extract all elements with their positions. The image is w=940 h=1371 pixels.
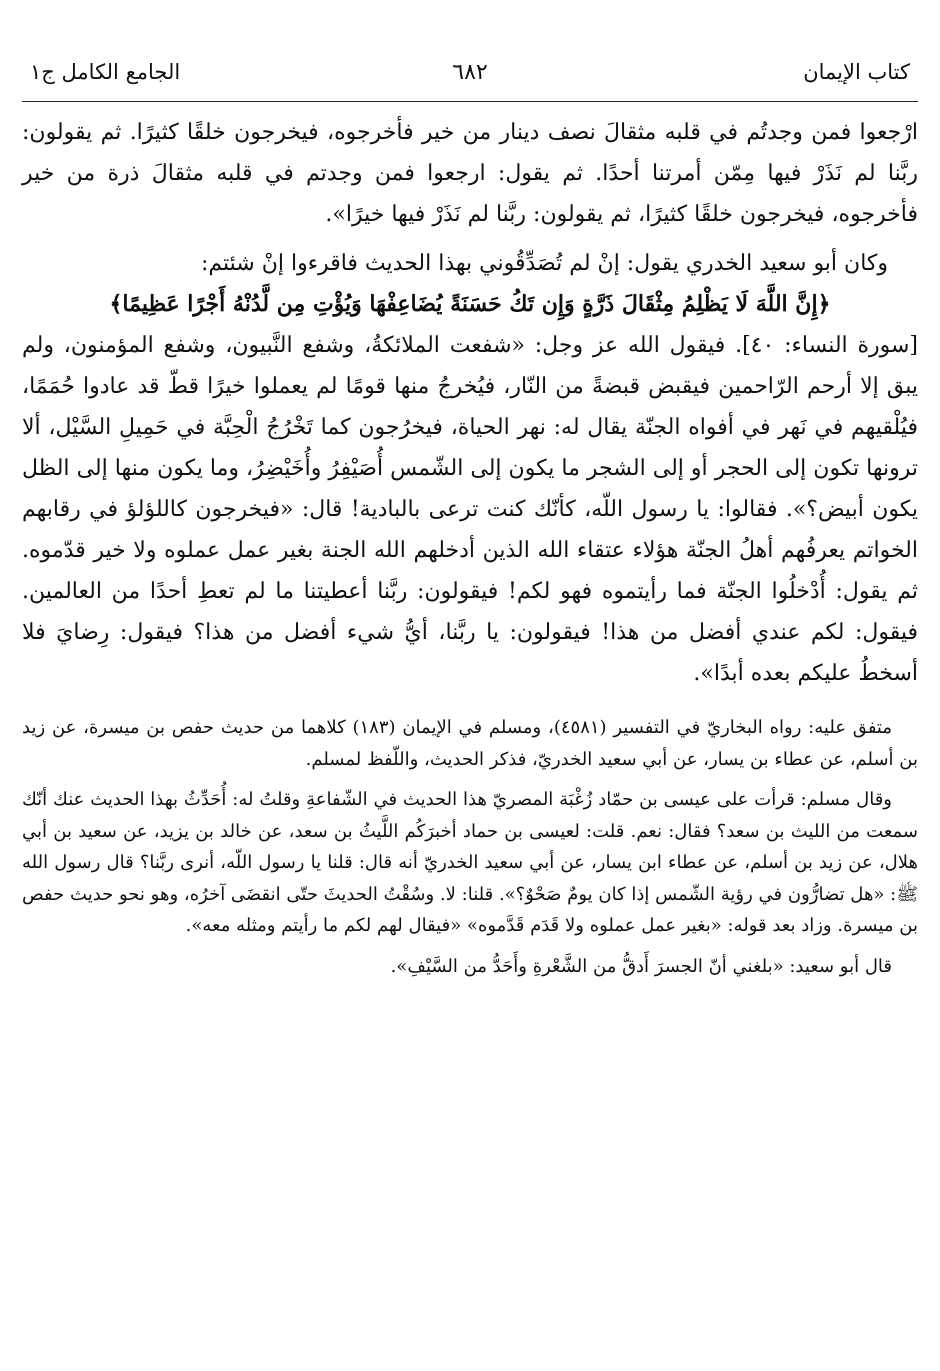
header-rule (22, 101, 918, 102)
paragraph-2-intro: وكان أبو سعيد الخدري يقول: إنْ لم تُصَدِّقُوني بهذا الحديث فاقرءوا إنْ شئتم: (200, 251, 888, 276)
note-3: قال أبو سعيد: «بلغني أنّ الجسرَ أَدقُّ من الشَّعْرةِ وأَحَدُّ من السَّيْفِ». (390, 955, 892, 977)
footnotes (22, 712, 918, 982)
running-header (22, 52, 918, 102)
page-number: ٦٨٢ (452, 60, 488, 85)
paragraph-2-rest: [سورة النساء: ٤٠]. فيقول الله عز وجل: «شفعت الملائكةُ، وشفع النَّبيون، وشفع المؤمنون، ولم يبق إلا أرحم الرّاحمين فيقبض قبضةً من النّار، فيُخرجُ منها قومًا لم يعملوا خيرًا قطّ قد عادوا حُمَمًا، فيُلْقيهم في نَهر في أفواه الجنّة يقال له: نهر الحياة، فيخرُجون كما تَخْرُجُ الْحِبَّة في حَمِيلِ السَّيْل، ألا ترونها تكون إلى الحجر أو إلى الشجر ما يكون إلى الشّمس أُصَيْفِرُ وأُخَيْضِرُ، وما يكون منها إلى الظل يكون أبيض؟». فقالوا: يا رسول اللّه، كأنّك كنت ترعى بالبادية! قال: «فيخرجون كاللؤلؤ في رقابهم الخواتم يعرفُهم أهلُ الجنّة هؤلاء عتقاء الله الذين أدخلهم الله الجنة بغير عمل عملوه ولا خير قدّموه. ثم يقول: أُدْخلُوا الجنّة فما رأيتموه فهو لكم! فيقولون: ربَّنا أعطيتنا ما لم تعطِ أحدًا من العالمين. فيقول: لكم عندي أفضل من هذا! فيقولون: يا ربَّنا، أيُّ شيء أفضل من هذا؟ فيقول: رِضايَ فلا أسخطُ عليكم بعده أبدًا». (22, 333, 918, 686)
paragraph-1: ارْجعوا فمن وجدتُم في قلبه مثقالَ نصف دينار من خير فأخرجوه، فيخرجون خلقًا كثيرًا. ثم يقولون: ربَّنا لم نَذَرْ فيها مِمّن أمرتنا أحدًا. ثم يقول: ارجعوا فمن وجدتم في قلبه مثقالَ ذرة من خير فأخرجوه، فيخرجون خلقًا كثيرًا، ثم يقولون: ربَّنا لم نَذَرْ فيها خيرًا». (22, 120, 918, 227)
page-body (22, 112, 918, 982)
quran-verse: ﴿إِنَّ اللَّهَ لَا يَظْلِمُ مِثْقَالَ ذَرَّةٍ وَإِن تَكُ حَسَنَةً يُضَاعِفْهَا وَيُؤْتِ مِن لَّدُنْهُ أَجْرًا عَظِيمًا﴾ (109, 291, 831, 317)
note-1: متفق عليه: رواه البخاريّ في التفسير (٤٥٨١)، ومسلم في الإيمان (١٨٣) كلاهما من حديث حفص بن ميسرة، عن زيد بن أسلم، عن عطاء بن يسار، عن أبي سعيد الخدريّ، فذكر الحديث، واللّفظ لمسلم. (22, 717, 918, 770)
note-2: وقال مسلم: قرأت على عيسى بن حمّاد زُغْبَة المصريّ هذا الحديث في الشّفاعةِ وقلتُ له: أُحَدِّثُ بهذا الحديث عنك أنّك سمعت من الليث بن سعد؟ فقال: نعم. قلت: لعيسى بن حماد أخبرَكُم اللَّيثُ بن سعد، عن خالد بن يزيد، عن سعيد بن أبي هلال، عن زيد بن أسلم، عن عطاء ابن يسار، عن أبي سعيد الخدريّ أنه قال: قلنا يا رسول اللّه، أنرى ربَّنا؟ قال رسول الله ﷺ: «هل تضارُّون في رؤية الشّمس إذا كان يومٌ صَحْوٌ؟». قلنا: لا. وسُقْتُ الحديثَ حتّى انقضَى آخرُه، وهو نحو حديث حفص بن ميسرة. وزاد بعد قوله: «بغير عمل عملوه ولا قَدَم قَدَّموه» «فيقال لهم لكم ما رأيتم ومثله معه». (22, 789, 918, 936)
book-title: كتاب الإيمان (803, 60, 910, 84)
collection-title: الجامع الكامل ج١ (30, 60, 181, 84)
main-text (22, 112, 918, 694)
